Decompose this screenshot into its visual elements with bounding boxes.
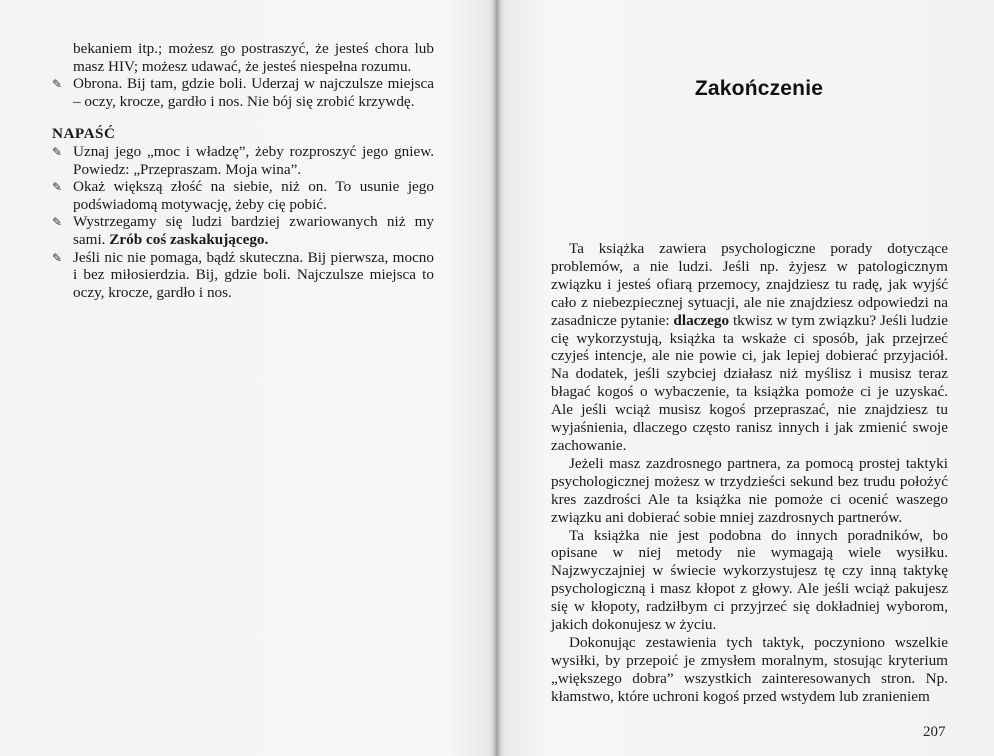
pencil-icon: ✎: [52, 180, 63, 195]
bullet-text: Jeśli nic nie pomaga, bądź skuteczna. Bij pierwsza, mocno i bez miłosierdzia. Bij, gdzie boli. Najczulsze miejsca to oczy, krocze, gardło i nos.: [73, 248, 434, 301]
p1-bold-word: dlaczego: [673, 311, 730, 329]
right-page: [499, 0, 994, 756]
bullet-text: Okaż większą złość na siebie, niż on. To usunie jego podświadomą motywację, żeby cię pobić.: [73, 178, 434, 213]
bullet-obrona-text: Obrona. Bij tam, gdzie boli. Uderzaj w najczulsze miejsca – oczy, krocze, gardło i nos. Nie bój się zrobić krzywdę.: [73, 75, 434, 110]
left-page-text: [52, 40, 434, 301]
bullet-obrona: [52, 75, 434, 110]
page-number: 207: [923, 724, 946, 740]
bullet-item-3: [52, 213, 434, 248]
bullet-item-4: [52, 249, 434, 302]
continuation-paragraph: bekaniem itp.; możesz go postraszyć, że jesteś chora lub masz HIV; możesz udawać, że jesteś niespełna rozumu.: [73, 40, 434, 75]
p1-after-bold: tkwisz w tym związku? Jeśli ludzie cię wykorzystują, książka ta wskaże ci sposób, jak przejrzeć czyjeś intencje, ale nie powie ci, jak lepiej dobierać przyjaciół. Na dodatek, jeśli szybciej działasz niż myślisz i musisz teraz błagać kogoś o wybaczenie, ta książka pomoże ci je uzyskać. Ale jeśli wciąż musisz kogoś przepraszać, nie znajdziesz tu wyjaśnienia, dlaczego często ranisz innych i jak zmienić swoje zachowanie.: [551, 311, 948, 454]
pencil-icon: ✎: [52, 77, 63, 92]
paragraph-3: Ta książka nie jest podobna do innych poradników, bo opisane w niej metody nie wymagają wiele wysiłku. Najzwyczajniej w świecie wykorzystujesz tę czy inną taktykę psychologiczną i masz kłopot z głowy. Ale jeśli wciąż pakujesz się w kłopoty, radziłbym ci przyjrzeć się dokładniej wyborom, jakich dokonujesz w życiu.: [551, 526, 948, 634]
napasc-list: [52, 143, 434, 301]
bullet-item-2: [52, 178, 434, 213]
bullet-text: Wystrzegamy się ludzi bardziej zwariowanych niż my sami.: [73, 213, 434, 248]
pencil-icon: ✎: [52, 250, 63, 265]
pencil-icon: ✎: [52, 144, 63, 159]
p1-before-bold: Ta książka zawiera psychologiczne porady dotyczące problemów, a nie ludzi. Jeśli np. żyjesz w patologicznym związku i jesteś ofiarą przemocy, znajdziesz tu radę, jak wyjść cało z niebezpiecznej sytuacji, ale nie znajdziesz odpowiedzi na zasadnicze pytanie:: [551, 240, 948, 329]
left-page: [0, 0, 495, 756]
paragraph-1: [551, 240, 948, 455]
bullet-item-1: [52, 143, 434, 178]
bullet-bold-text: Zrób coś zaskakującego.: [109, 230, 269, 248]
paragraph-4: Dokonując zestawienia tych taktyk, poczyniono wszelkie wysiłki, by przepoić je zmysłem moralnym, stosując kryterium „większego dobra” wszystkich zainteresowanych stron. Np. kłamstwo, które uchroni kogoś przed wstydem lub zranieniem: [551, 633, 948, 705]
section-heading-napasc: NAPAŚĆ: [52, 125, 116, 143]
right-page-text: [551, 240, 948, 706]
pencil-icon: ✎: [52, 215, 63, 230]
paragraph-2: Jeżeli masz zazdrosnego partnera, za pomocą prostej taktyki psychologicznej możesz w trzydzieści sekund bez trudu położyć kres zazdrości Ale ta książka nie pomoże ci ocenić waszego związku ani dobierać sobie mniej zazdrosnych partnerów.: [551, 454, 948, 526]
obrona-list: [52, 75, 434, 110]
chapter-title: Zakończenie: [694, 77, 824, 100]
bullet-text: Uznaj jego „moc i władzę”, żeby rozproszyć jego gniew. Powiedz: „Przepraszam. Moja wina”.: [73, 142, 434, 178]
